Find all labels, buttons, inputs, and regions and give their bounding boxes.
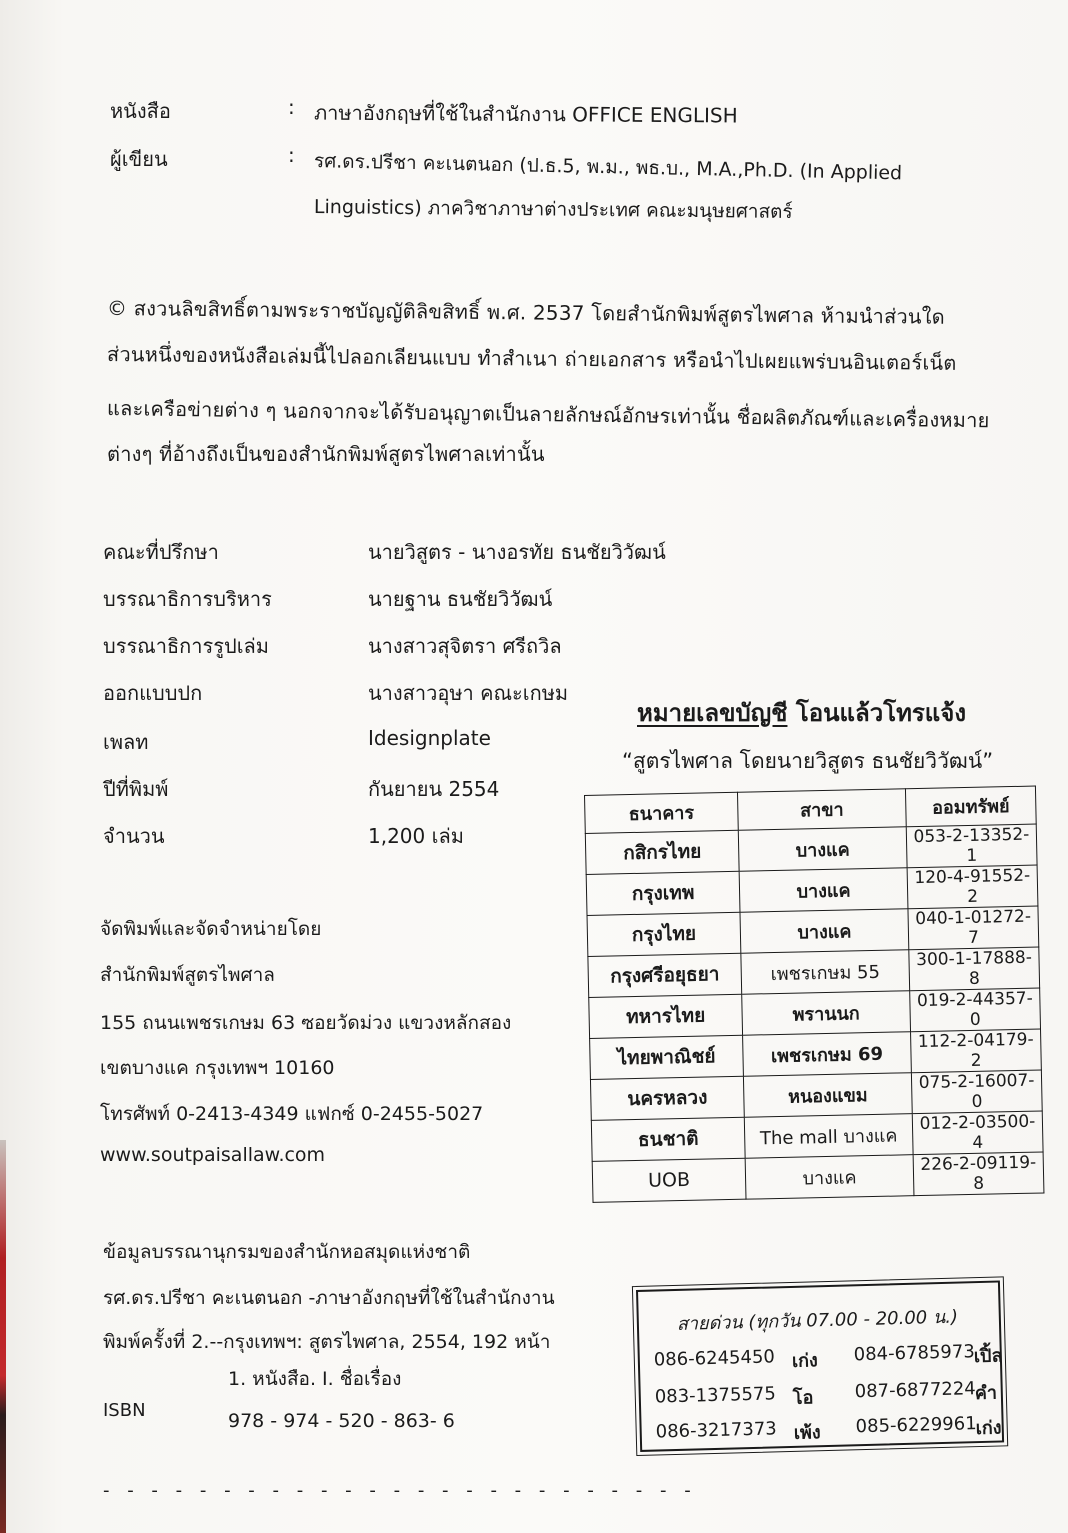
branch: เพชรเกษม 55 — [741, 950, 910, 995]
bank-title-underlined: หมายเลขบัญชี — [637, 699, 788, 727]
account-number: 075-2-16007-0 — [911, 1070, 1042, 1114]
book-title-label: หนังสือ — [110, 99, 171, 123]
isbn-value: 978 - 974 - 520 - 863- 6 — [228, 1410, 455, 1432]
staff-role: ออกแบบปก — [103, 681, 203, 705]
account-number: 019-2-44357-0 — [910, 988, 1041, 1032]
copyright-line: © สงวนลิขสิทธิ์ตามพระราชบัญญัติลิขสิทธิ์ พ.ศ. 2537 โดยสำนักพิมพ์สูตรไพศาล ห้ามนำส่วนใด — [106, 296, 946, 329]
column-header-branch: สาขา — [737, 789, 906, 831]
colon: : — [288, 95, 295, 119]
staff-name: นางสาวสุจิตรา ศรีถวิล — [368, 634, 562, 658]
branch: The mall บางแค — [744, 1114, 913, 1159]
hotline-row — [653, 1341, 1003, 1372]
bank-name: กรุงไทย — [587, 912, 741, 956]
staff-role: บรรณาธิการรูปเล่ม — [103, 634, 269, 658]
hotline-number: 084-6785973 — [853, 1341, 976, 1366]
bank-name: ธนชาติ — [591, 1117, 745, 1161]
branch: บางแค — [740, 909, 909, 954]
hotline-contact: เปิ้ล — [973, 1345, 1003, 1368]
bank-title — [637, 693, 966, 732]
hotline-number: 086-3217373 — [655, 1418, 777, 1443]
staff-name: นายวิสูตร - นางอรทัย ธนชัยวิวัฒน์ — [368, 540, 666, 564]
cip-heading: ข้อมูลบรรณานุกรมของสำนักหอสมุดแห่งชาติ — [103, 1241, 471, 1263]
account-number: 112-2-04179-2 — [911, 1029, 1042, 1073]
hotline-number: 083-1375575 — [654, 1383, 777, 1408]
author-value: รศ.ดร.ปรีชา คะเนตนอก (ป.ธ.5, พ.ม., พธ.บ., M.A.,Ph.D. (In Applied — [313, 150, 903, 185]
publisher-name: สำนักพิมพ์สูตรไพศาล — [100, 964, 275, 986]
bank-account-holder: “สูตรไพศาล โดยนายวิสูตร ธนชัยวิวัฒน์” — [622, 749, 994, 773]
publisher-website: www.soutpaisallaw.com — [100, 1144, 326, 1166]
staff-name: นายฐาน ธนชัยวิวัฒน์ — [368, 587, 553, 611]
hotline-contact: คำ — [974, 1382, 998, 1405]
staff-role: จำนวน — [103, 824, 165, 848]
copyright-line: ต่างๆ ที่อ้างถึงเป็นของสำนักพิมพ์สูตรไพศาลเท่านั้น — [107, 442, 545, 466]
cip-edition: พิมพ์ครั้งที่ 2.--กรุงเทพฯ: สูตรไพศาล, 2554, 192 หน้า — [103, 1331, 551, 1353]
hotline-row — [654, 1378, 998, 1409]
account-number: 012-2-03500-4 — [912, 1111, 1043, 1155]
cover-edge-strip — [0, 1140, 6, 1533]
hotline-contact: โอ — [792, 1387, 814, 1409]
hotline-contact: เพ้ง — [793, 1422, 821, 1444]
bank-name: นครหลวง — [590, 1076, 744, 1120]
cip-author-title: รศ.ดร.ปรีชา คะเนตนอก -ภาษาอังกฤษที่ใช้ในสำนักงาน — [103, 1287, 555, 1309]
colon: : — [288, 143, 295, 167]
staff-name: กันยายน 2554 — [368, 777, 500, 801]
bank-table — [584, 786, 1044, 1203]
column-header-bank: ธนาคาร — [585, 792, 739, 833]
copyright-line: และเครือข่ายต่าง ๆ นอกจากจะได้รับอนุญาตเป็นลายลักษณ์อักษรเท่านั้น ชื่อผลิตภัณฑ์และเครื่องหมาย — [106, 396, 990, 433]
publisher-address: 155 ถนนเพชรเกษม 63 ซอยวัดม่วง แขวงหลักสอง — [100, 1012, 512, 1034]
branch: หนองแขม — [743, 1073, 912, 1118]
book-title-value: ภาษาอังกฤษที่ใช้ในสำนักงาน OFFICE ENGLISH — [313, 100, 738, 128]
cip-subject: 1. หนังสือ. I. ชื่อเรื่อง — [228, 1368, 402, 1390]
account-number: 300-1-17888-8 — [909, 947, 1040, 991]
author-label: ผู้เขียน — [110, 147, 168, 171]
staff-name: 1,200 เล่ม — [368, 824, 464, 848]
staff-role: เพลท — [103, 730, 149, 754]
branch: เพชรเกษม 69 — [743, 1032, 912, 1077]
hotline-title: สายด่วน (ทุกวัน 07.00 - 20.00 น.) — [676, 1306, 959, 1335]
branch: พรานนก — [742, 991, 911, 1036]
dashed-divider: - - - - - - - - - - - - - - - - - - - - - - - - - — [103, 1480, 697, 1501]
bank-name: ทหารไทย — [589, 994, 743, 1038]
copyright-line: ส่วนหนึ่งของหนังสือเล่มนี้ไปลอกเลียนแบบ ทำสำเนา ถ่ายเอกสาร หรือนำไปเผยแพร่บนอินเตอร์เน็ต — [106, 342, 957, 375]
bank-name: กสิกรไทย — [585, 830, 739, 874]
hotline-number: 087-6877224 — [854, 1378, 977, 1403]
publisher-phone-fax: โทรศัพท์ 0-2413-4349 แฟกซ์ 0-2455-5027 — [100, 1103, 484, 1125]
hotline-number: 086-6245450 — [653, 1346, 776, 1371]
staff-name: นางสาวอุษา คณะเกษม — [368, 681, 569, 705]
publisher-address: เขตบางแค กรุงเทพฯ 10160 — [100, 1057, 335, 1079]
branch: บางแค — [745, 1155, 914, 1200]
account-number: 053-2-13352-1 — [906, 824, 1037, 868]
table-row — [592, 1152, 1044, 1202]
hotline-row — [655, 1413, 1002, 1444]
staff-role: บรรณาธิการบริหาร — [103, 587, 272, 611]
column-header-savings: ออมทรัพย์ — [905, 786, 1036, 827]
hotline-contact: เก่ง — [975, 1417, 1002, 1440]
account-number: 226-2-09119-8 — [913, 1152, 1044, 1196]
branch: บางแค — [739, 868, 908, 913]
bank-name: กรุงศรีอยุธยา — [588, 953, 742, 997]
isbn-label: ISBN — [103, 1400, 146, 1421]
staff-role: คณะที่ปรึกษา — [103, 540, 219, 564]
author-value-continued: Linguistics) ภาควิชาภาษาต่างประเทศ คณะมนุษยศาสตร์ — [313, 196, 793, 224]
account-number: 040-1-01272-7 — [908, 906, 1039, 950]
staff-role: ปีที่พิมพ์ — [103, 777, 169, 801]
bank-name: ไทยพาณิชย์ — [590, 1035, 744, 1079]
bank-name: กรุงเทพ — [586, 871, 740, 915]
branch: บางแค — [738, 827, 907, 872]
account-number: 120-4-91552-2 — [907, 865, 1038, 909]
bank-name: UOB — [592, 1158, 746, 1202]
bank-title-rest: โอนแล้วโทรแจ้ง — [787, 699, 967, 727]
hotline-contact: เก่ง — [791, 1350, 819, 1372]
hotline-box — [636, 1280, 1004, 1451]
staff-name: Idesignplate — [368, 726, 491, 750]
publisher-heading: จัดพิมพ์และจัดจำหน่ายโดย — [100, 918, 322, 940]
hotline-number: 085-6229961 — [855, 1413, 977, 1438]
